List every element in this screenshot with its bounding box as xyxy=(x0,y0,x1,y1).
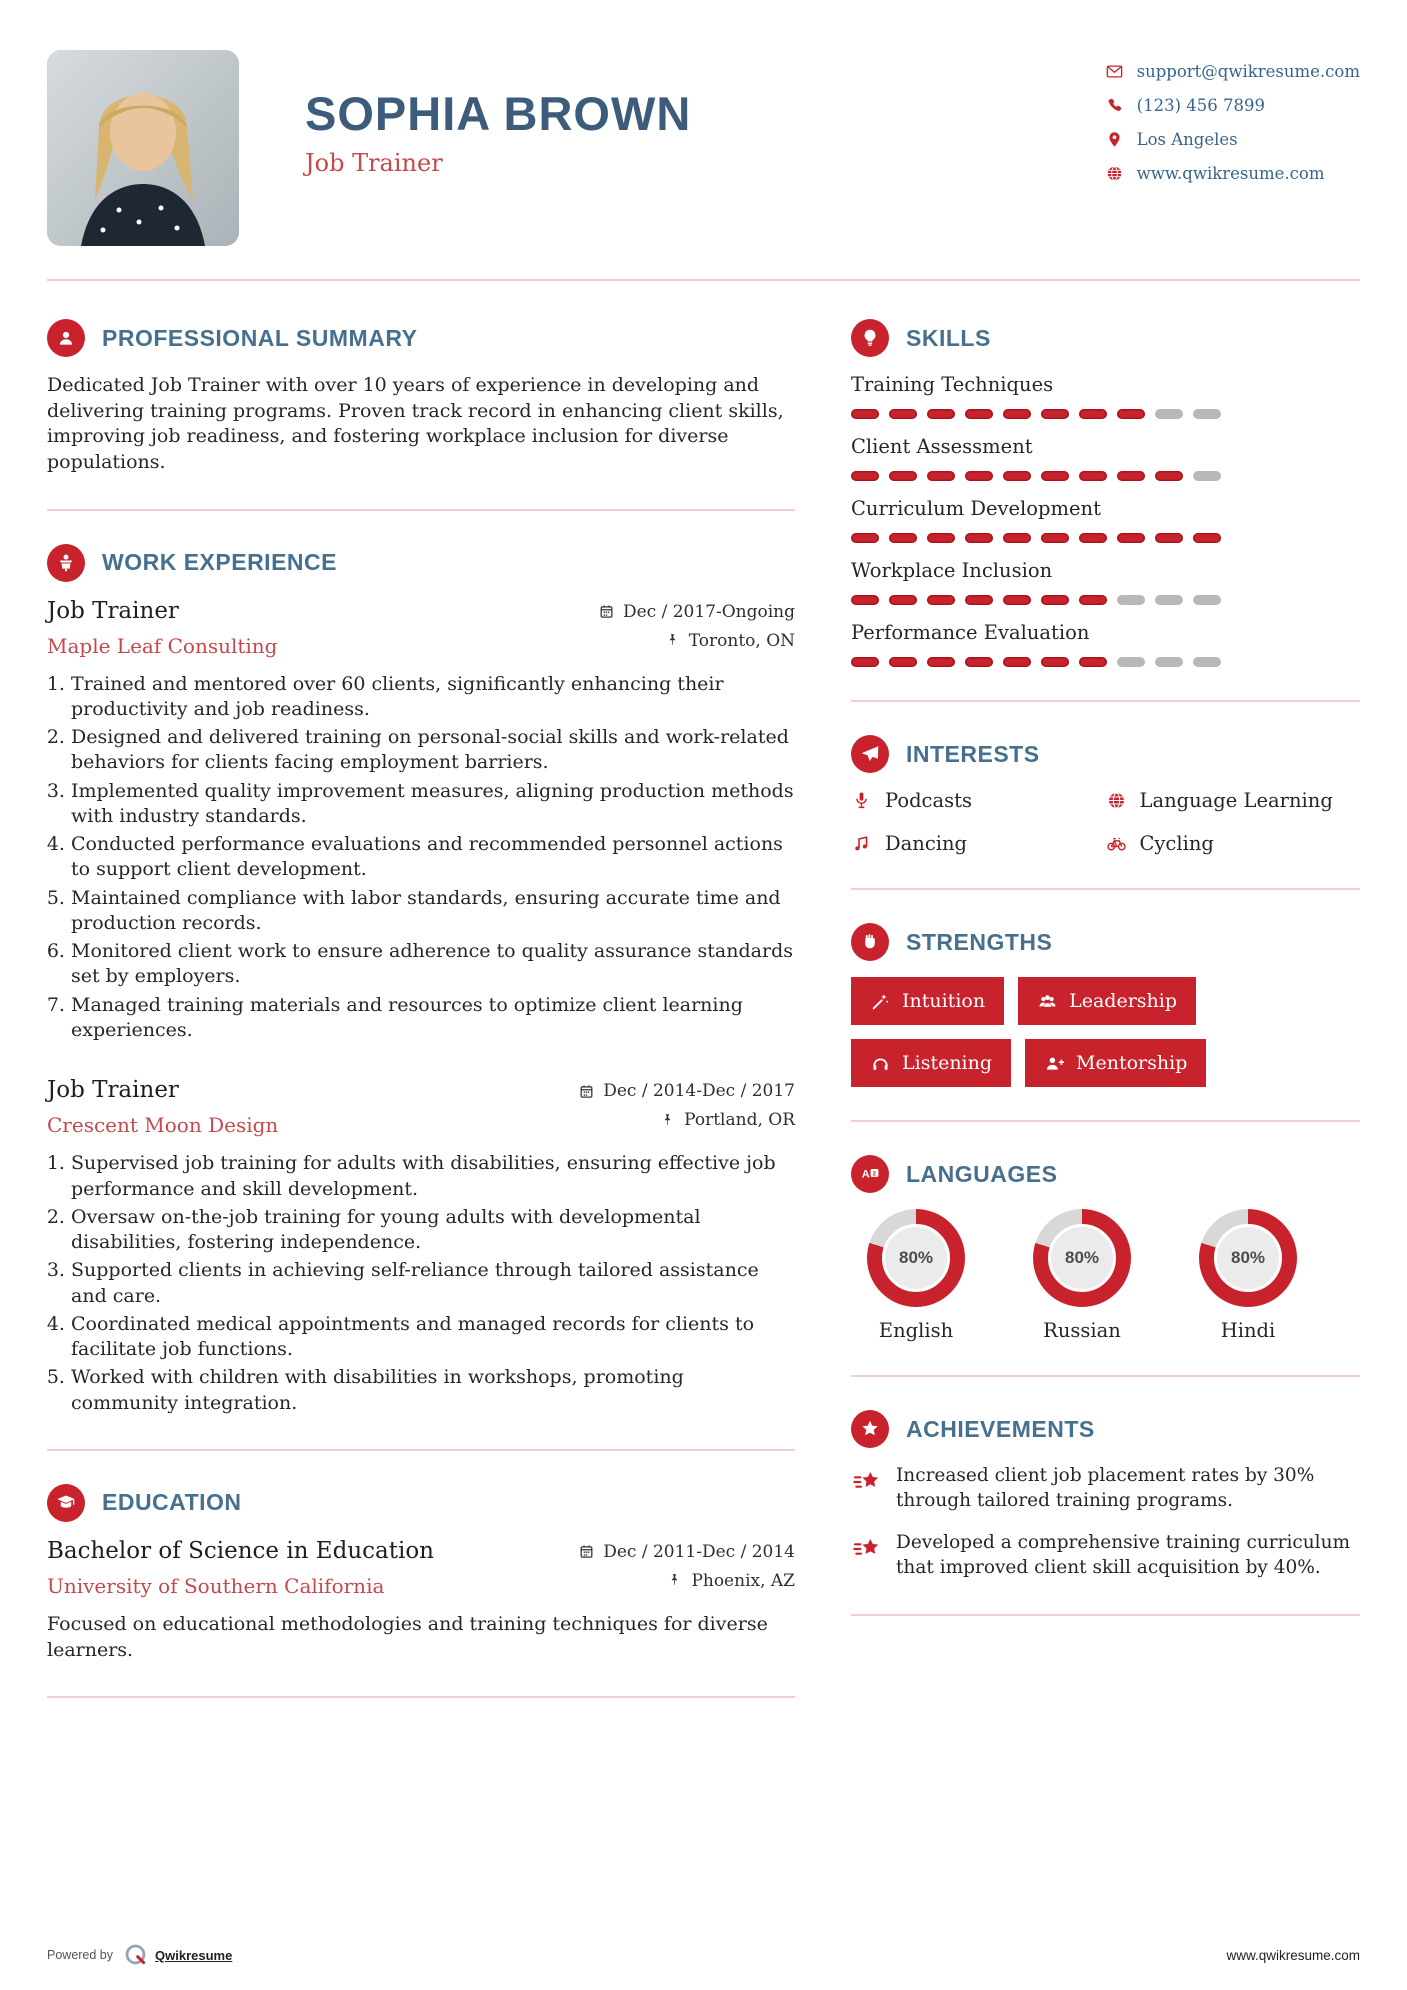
job-bullet: 6. Monitored client work to ensure adherence to quality assurance standards set by employers. xyxy=(71,939,795,990)
lightbulb-icon xyxy=(851,319,889,357)
skill-meter xyxy=(851,533,1360,543)
interests-title: INTERESTS xyxy=(906,740,1040,767)
bicycle-icon xyxy=(1106,833,1127,854)
achievement-text: Developed a comprehensive training curriculum that improved client skill acquisition by 40%. xyxy=(896,1531,1351,1578)
summary-text: Dedicated Job Trainer with over 10 years of experience in developing and delivering training programs. Proven track record in enhancing client skills, improving job readiness, and fostering workplace inclusion for diverse populations. xyxy=(47,374,784,473)
person-job-title: Job Trainer xyxy=(305,149,443,177)
meter-dash-filled xyxy=(1041,471,1069,481)
contact-email xyxy=(1105,62,1360,81)
contact-list xyxy=(1105,62,1360,198)
meter-dash-empty xyxy=(1117,657,1145,667)
meter-dash-empty xyxy=(1117,595,1145,605)
skills-section-heading xyxy=(851,319,1360,357)
meter-dash-filled xyxy=(1041,409,1069,419)
user-icon xyxy=(47,319,85,357)
job-bullet-list xyxy=(47,1151,795,1416)
achievement-text: Increased client job placement rates by 30% through tailored training programs. xyxy=(896,1465,1315,1511)
meter-dash-filled xyxy=(1117,533,1145,543)
summary-section-heading xyxy=(47,319,795,357)
language-donut xyxy=(1033,1209,1131,1307)
meter-dash-empty xyxy=(1193,471,1221,481)
skill-name: Workplace Inclusion xyxy=(851,559,1053,582)
interest-label: Podcasts xyxy=(885,789,972,812)
divider xyxy=(851,1614,1360,1616)
meter-dash-filled xyxy=(1117,409,1145,419)
meter-dash-filled xyxy=(1003,657,1031,667)
education-description: Focused on educational methodologies and training techniques for diverse learners. xyxy=(47,1612,768,1661)
language-percent: 80% xyxy=(1230,1248,1266,1267)
footer-website-link[interactable]: www.qwikresume.com xyxy=(1226,1947,1360,1963)
meter-dash-filled xyxy=(927,471,955,481)
meter-dash-empty xyxy=(1155,657,1183,667)
divider xyxy=(851,1375,1360,1377)
donut-inner xyxy=(1048,1224,1116,1292)
profile-photo xyxy=(47,50,239,246)
qwikresume-logo-icon xyxy=(123,1942,149,1968)
meter-dash-filled xyxy=(889,471,917,481)
language-item xyxy=(851,1209,981,1342)
job-meta xyxy=(598,602,795,651)
job-bullet: 1. Supervised job training for adults with disabilities, ensuring effective job performance and skill development. xyxy=(71,1151,795,1202)
education-section-heading xyxy=(47,1484,795,1522)
magic-wand-icon xyxy=(870,991,891,1012)
job-bullet: 1. Trained and mentored over 60 clients, significantly enhancing their productivity and job readiness. xyxy=(71,672,795,723)
divider xyxy=(851,888,1360,890)
job-bullet: 2. Oversaw on-the-job training for young adults with developmental disabilities, fostering independence. xyxy=(71,1205,795,1256)
meter-dash-empty xyxy=(1193,657,1221,667)
job-head xyxy=(47,1077,795,1137)
contact-website xyxy=(1105,164,1360,183)
interest-item xyxy=(851,832,1106,855)
job-location-row xyxy=(664,631,795,651)
languages-title: LANGUAGES xyxy=(906,1160,1058,1187)
meter-dash-empty xyxy=(1155,409,1183,419)
language-donut xyxy=(867,1209,965,1307)
achievement-item xyxy=(851,1531,1360,1581)
calendar-icon xyxy=(578,1543,595,1560)
interests-section-heading xyxy=(851,735,1360,773)
meter-dash-filled xyxy=(1079,657,1107,667)
music-note-icon xyxy=(851,833,872,854)
meter-dash-filled xyxy=(889,409,917,419)
strengths-title: STRENGTHS xyxy=(906,928,1053,955)
job-entry xyxy=(47,598,795,1044)
meter-dash-filled xyxy=(1193,533,1221,543)
strength-label: Listening xyxy=(902,1052,993,1074)
contact-phone xyxy=(1105,96,1360,115)
language-name: English xyxy=(878,1319,954,1342)
users-icon xyxy=(1037,991,1058,1012)
strength-label: Mentorship xyxy=(1076,1052,1188,1074)
footer xyxy=(47,1942,1360,1968)
donut-inner xyxy=(1214,1224,1282,1292)
meter-dash-filled xyxy=(889,657,917,667)
microphone-icon xyxy=(851,790,872,811)
skill-meter xyxy=(851,471,1360,481)
job-dates-row xyxy=(578,1081,795,1101)
globe-icon xyxy=(1106,790,1127,811)
headphones-icon xyxy=(870,1053,891,1074)
meter-dash-filled xyxy=(1117,471,1145,481)
interest-label: Dancing xyxy=(885,832,968,855)
skill-name: Client Assessment xyxy=(851,435,1033,458)
meter-dash-filled xyxy=(851,409,879,419)
job-location-row xyxy=(659,1110,795,1130)
job-bullet: 5. Maintained compliance with labor standards, ensuring accurate time and production records. xyxy=(71,886,795,937)
job-company: Crescent Moon Design xyxy=(47,1113,279,1138)
language-list xyxy=(851,1209,1360,1342)
meter-dash-filled xyxy=(1079,409,1107,419)
education-entry xyxy=(47,1538,795,1663)
job-bullet: 7. Managed training materials and resources to optimize client learning experiences. xyxy=(71,993,795,1044)
email-link[interactable]: support@qwikresume.com xyxy=(1136,62,1360,81)
header xyxy=(47,0,1360,246)
strength-listening xyxy=(851,1039,1011,1087)
job-bullet: 3. Supported clients in achieving self-reliance through tailored assistance and care. xyxy=(71,1258,795,1309)
skill-name: Curriculum Development xyxy=(851,497,1101,520)
skill-meter xyxy=(851,657,1360,667)
education-degree: Bachelor of Science in Education xyxy=(47,1537,434,1564)
strength-leadership xyxy=(1018,977,1196,1025)
meter-dash-filled xyxy=(851,595,879,605)
interest-item xyxy=(1106,789,1361,812)
strength-label: Leadership xyxy=(1069,990,1177,1012)
meter-dash-filled xyxy=(965,409,993,419)
meter-dash-filled xyxy=(965,657,993,667)
meter-dash-empty xyxy=(1193,595,1221,605)
meter-dash-filled xyxy=(1079,533,1107,543)
person-name: SOPHIA BROWN xyxy=(305,87,692,140)
contact-location xyxy=(1105,130,1360,149)
meter-dash-filled xyxy=(927,657,955,667)
language-item xyxy=(1017,1209,1147,1342)
job-dates: Dec / 2017-Ongoing xyxy=(622,601,795,622)
education-title: EDUCATION xyxy=(102,1489,242,1516)
meter-dash-filled xyxy=(889,595,917,605)
education-location: Phoenix, AZ xyxy=(691,1570,795,1591)
meter-dash-filled xyxy=(1041,657,1069,667)
summary-title: PROFESSIONAL SUMMARY xyxy=(102,324,418,351)
website-link[interactable]: www.qwikresume.com xyxy=(1136,164,1325,183)
meter-dash-filled xyxy=(851,471,879,481)
powered-by-label: Powered by xyxy=(47,1948,114,1962)
meter-dash-filled xyxy=(965,595,993,605)
job-bullet: 5. Worked with children with disabilities in workshops, promoting community integration. xyxy=(71,1365,795,1416)
divider xyxy=(47,1696,795,1698)
content-columns xyxy=(47,319,1360,1731)
shooting-star-icon xyxy=(851,1466,883,1498)
calendar-icon xyxy=(598,603,615,620)
education-head xyxy=(47,1538,795,1598)
job-dates: Dec / 2014-Dec / 2017 xyxy=(603,1081,795,1102)
calendar-icon xyxy=(578,1083,595,1100)
meter-dash-filled xyxy=(889,533,917,543)
work-section-heading xyxy=(47,544,795,582)
meter-dash-filled xyxy=(965,533,993,543)
job-bullet: 2. Designed and delivered training on personal-social skills and work-related behaviors for clients facing employment barriers. xyxy=(71,725,795,776)
left-column xyxy=(47,319,795,1731)
language-name: Russian xyxy=(1043,1319,1121,1342)
identity-block xyxy=(305,87,692,177)
job-company: Maple Leaf Consulting xyxy=(47,633,278,658)
profile-photo-illustration xyxy=(47,50,239,246)
language-donut xyxy=(1199,1209,1297,1307)
job-location: Portland, OR xyxy=(684,1110,795,1131)
svg-text:z: z xyxy=(872,1170,877,1178)
language-name: Hindi xyxy=(1220,1319,1276,1342)
svg-text:A: A xyxy=(861,1168,870,1181)
meter-dash-empty xyxy=(1193,409,1221,419)
paper-plane-icon xyxy=(851,735,889,773)
strengths-section-heading xyxy=(851,923,1360,961)
skill-name: Training Techniques xyxy=(851,373,1054,396)
lectern-icon xyxy=(47,544,85,582)
meter-dash-filled xyxy=(1003,595,1031,605)
job-bullet: 4. Conducted performance evaluations and recommended personnel actions to support client development. xyxy=(71,832,795,883)
fist-icon xyxy=(851,923,889,961)
meter-dash-filled xyxy=(1041,533,1069,543)
header-divider xyxy=(47,279,1360,281)
job-role: Job Trainer xyxy=(47,597,179,624)
strength-mentorship xyxy=(1025,1039,1206,1087)
education-meta xyxy=(578,1542,795,1591)
user-plus-icon xyxy=(1044,1053,1065,1074)
job-bullet-list xyxy=(47,672,795,1044)
achievement-item xyxy=(851,1464,1360,1514)
work-title: WORK EXPERIENCE xyxy=(102,549,337,576)
meter-dash-filled xyxy=(965,471,993,481)
meter-dash-filled xyxy=(927,595,955,605)
star-icon xyxy=(851,1410,889,1448)
achievements-section-heading xyxy=(851,1410,1360,1448)
shooting-star-icon xyxy=(851,1533,883,1565)
right-column xyxy=(851,319,1360,1731)
phone-icon xyxy=(1105,96,1124,115)
skill-name: Performance Evaluation xyxy=(851,621,1090,644)
job-bullet: 3. Implemented quality improvement measures, aligning production methods with industry standards. xyxy=(71,779,795,830)
job-head xyxy=(47,598,795,658)
meter-dash-empty xyxy=(1155,595,1183,605)
education-location-row xyxy=(666,1571,795,1591)
meter-dash-filled xyxy=(851,533,879,543)
pushpin-icon xyxy=(664,632,681,649)
language-percent: 80% xyxy=(898,1248,934,1267)
divider xyxy=(47,509,795,511)
language-item xyxy=(1183,1209,1313,1342)
education-school: University of Southern California xyxy=(47,1573,385,1598)
meter-dash-filled xyxy=(927,533,955,543)
meter-dash-filled xyxy=(1079,471,1107,481)
strengths-list xyxy=(851,977,1360,1087)
meter-dash-filled xyxy=(1003,533,1031,543)
education-dates: Dec / 2011-Dec / 2014 xyxy=(603,1541,795,1562)
map-pin-icon xyxy=(1105,130,1124,149)
interest-item xyxy=(1106,832,1361,855)
interest-label: Language Learning xyxy=(1139,789,1333,812)
languages-section-heading xyxy=(851,1155,1360,1193)
phone-number: (123) 456 7899 xyxy=(1136,96,1265,115)
meter-dash-filled xyxy=(1041,595,1069,605)
graduation-cap-icon xyxy=(47,1484,85,1522)
meter-dash-filled xyxy=(1003,409,1031,419)
meter-dash-filled xyxy=(1079,595,1107,605)
pushpin-icon xyxy=(666,1572,683,1589)
interest-grid xyxy=(851,789,1360,855)
location-text: Los Angeles xyxy=(1136,130,1238,149)
interest-item xyxy=(851,789,1106,812)
language-percent: 80% xyxy=(1064,1248,1100,1267)
education-dates-row xyxy=(578,1542,795,1562)
divider xyxy=(851,1120,1360,1122)
donut-inner xyxy=(882,1224,950,1292)
pushpin-icon xyxy=(659,1112,676,1129)
job-bullet: 4. Coordinated medical appointments and managed records for clients to facilitate job functions. xyxy=(71,1312,795,1363)
qwikresume-link[interactable]: Qwikresume xyxy=(155,1947,233,1963)
strength-label: Intuition xyxy=(902,990,986,1012)
envelope-icon xyxy=(1105,62,1124,81)
skill-meter xyxy=(851,409,1360,419)
strength-intuition xyxy=(851,977,1004,1025)
job-entry xyxy=(47,1077,795,1416)
achievements-title: ACHIEVEMENTS xyxy=(906,1415,1095,1442)
skill-meter xyxy=(851,595,1360,605)
meter-dash-filled xyxy=(1155,533,1183,543)
meter-dash-filled xyxy=(1003,471,1031,481)
meter-dash-filled xyxy=(851,657,879,667)
translate-icon xyxy=(851,1155,889,1193)
divider xyxy=(851,700,1360,702)
skills-title: SKILLS xyxy=(906,324,991,351)
meter-dash-filled xyxy=(927,409,955,419)
globe-icon xyxy=(1105,164,1124,183)
meter-dash-filled xyxy=(1155,471,1183,481)
job-location: Toronto, ON xyxy=(688,630,795,651)
job-dates-row xyxy=(598,602,795,622)
job-meta xyxy=(578,1081,795,1130)
job-role: Job Trainer xyxy=(47,1077,179,1104)
interest-label: Cycling xyxy=(1139,832,1214,855)
divider xyxy=(47,1449,795,1451)
